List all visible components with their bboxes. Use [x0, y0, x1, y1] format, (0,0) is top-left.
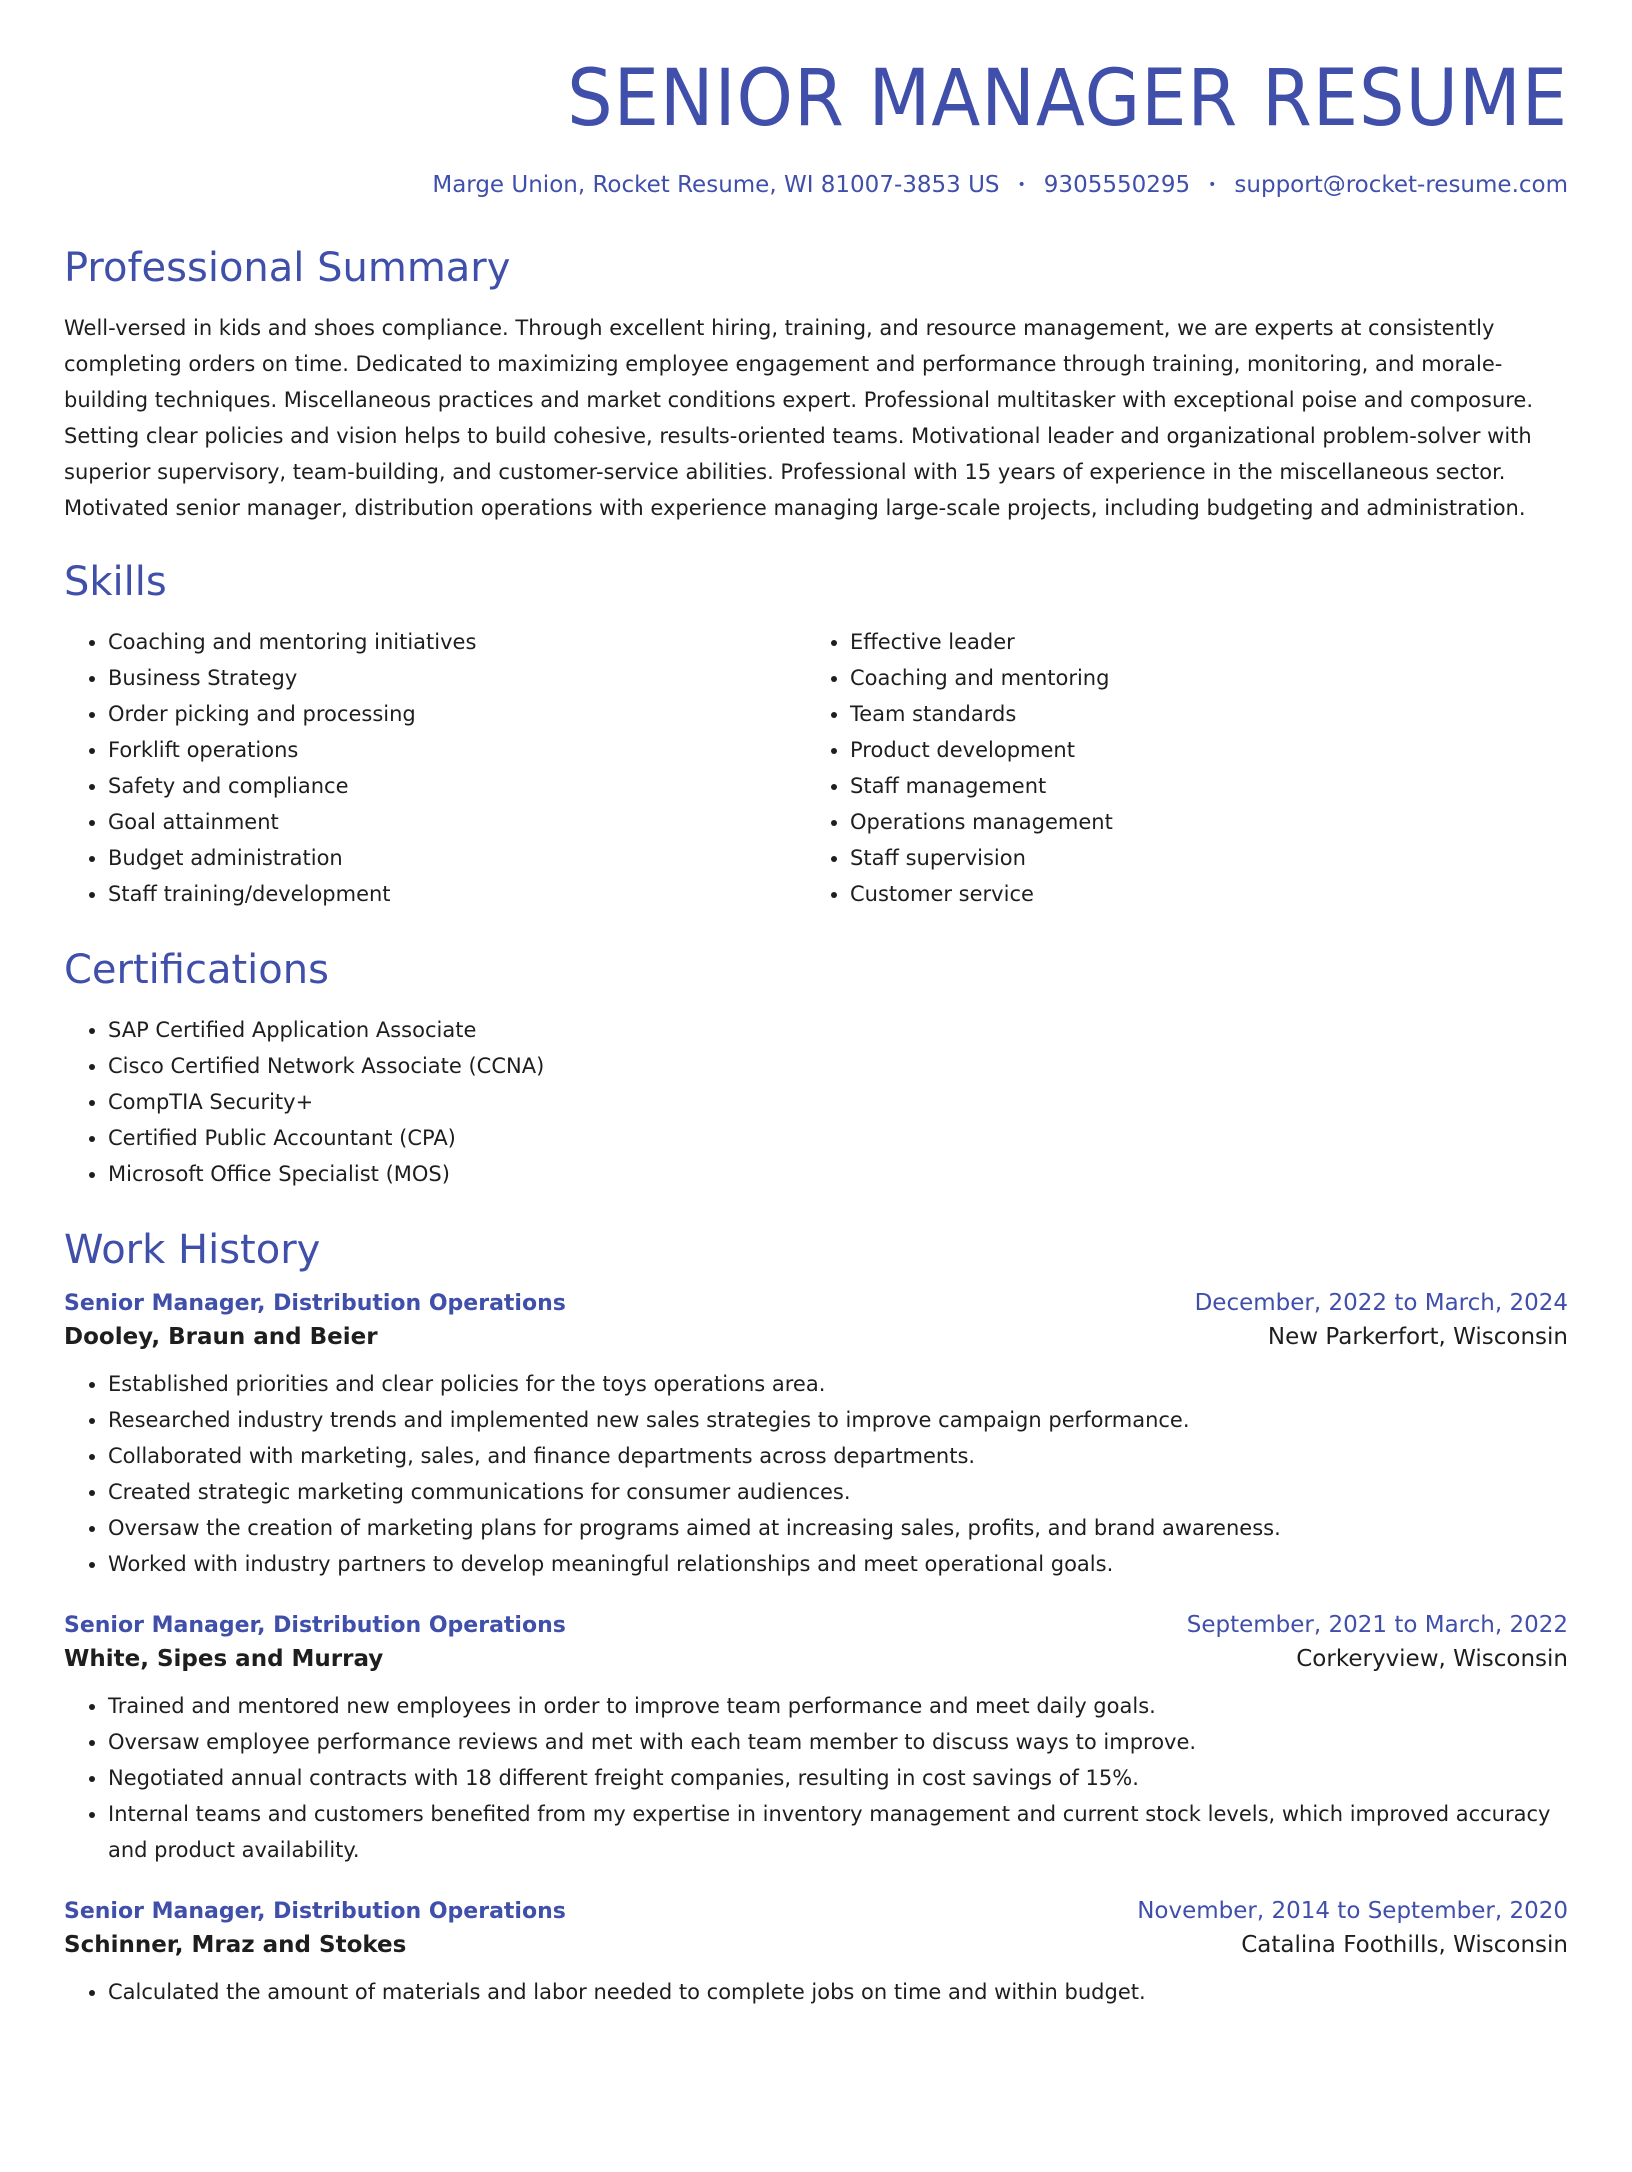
job-header: [64, 1898, 1568, 1924]
skill-item: • Coaching and mentoring initiatives: [108, 624, 806, 660]
contact-address: Marge Union, Rocket Resume, WI 81007-3853 US: [432, 172, 1000, 198]
certification-item: • CompTIA Security+: [108, 1084, 1568, 1120]
section-title-summary: Professional Summary: [64, 245, 511, 291]
job-bullet: • Oversaw employee performance reviews and met with each team member to discuss ways to improve.: [108, 1724, 1568, 1760]
certification-item: • Cisco Certified Network Associate (CCNA): [108, 1048, 1568, 1084]
job-bullet: • Internal teams and customers benefited from my expertise in inventory management and current stock levels, which improved accuracy and product availability.: [108, 1796, 1568, 1868]
section-title-certifications: Certifications: [64, 947, 329, 993]
skill-item: • Goal attainment: [108, 804, 806, 840]
job-entry: [64, 1898, 1568, 2010]
resume-title: SENIOR MANAGER RESUME: [567, 54, 1568, 144]
skill-item: • Budget administration: [108, 840, 806, 876]
job-subheader: [64, 1324, 1568, 1350]
skill-item: • Product development: [850, 732, 1548, 768]
section-title-skills: Skills: [64, 559, 167, 605]
job-header: [64, 1290, 1568, 1316]
skill-item: • Order picking and processing: [108, 696, 806, 732]
section-title-work-history: Work History: [64, 1227, 321, 1273]
job-bullet: • Trained and mentored new employees in order to improve team performance and meet daily goals.: [108, 1688, 1568, 1724]
job-subheader: [64, 1646, 1568, 1672]
job-subheader: [64, 1932, 1568, 1958]
certifications-list: [64, 1012, 1568, 1192]
contact-separator: •: [1017, 177, 1026, 193]
job-title: Senior Manager, Distribution Operations: [64, 1291, 566, 1316]
summary-text: Well-versed in kids and shoes compliance. Through excellent hiring, training, and resource management, we are experts at consistently completing orders on time. Dedicated to maximizing employee engagement and performance through training, monitoring, and morale-building techniques. Miscellaneous practices and market conditions expert. Professional multitasker with exceptional poise and composure. Setting clear policies and vision helps to build cohesive, results-oriented teams. Motivational leader and organizational problem-solver with superior supervisory, team-building, and customer-service abilities. Professional with 15 years of experience in the miscellaneous sector. Motivated senior manager, distribution operations with experience managing large-scale projects, including budgeting and administration.: [64, 316, 1534, 520]
contact-separator: •: [1208, 177, 1217, 193]
job-bullet: • Created strategic marketing communications for consumer audiences.: [108, 1474, 1568, 1510]
job-bullet: • Researched industry trends and implemented new sales strategies to improve campaign performance.: [108, 1402, 1568, 1438]
job-company: Schinner, Mraz and Stokes: [64, 1932, 407, 1958]
resume-page: [0, 54, 1632, 2172]
skills-column-left: [64, 624, 806, 912]
job-bullet: • Calculated the amount of materials and labor needed to complete jobs on time and within budget.: [108, 1974, 1568, 2010]
skills-list-right: [806, 624, 1548, 912]
skill-item: • Safety and compliance: [108, 768, 806, 804]
job-company: White, Sipes and Murray: [64, 1646, 384, 1672]
job-location: Catalina Foothills, Wisconsin: [1241, 1932, 1568, 1958]
skill-item: • Business Strategy: [108, 660, 806, 696]
skill-item: • Effective leader: [850, 624, 1548, 660]
job-dates: December, 2022 to March, 2024: [1194, 1290, 1568, 1316]
job-bullets: [64, 1366, 1568, 1582]
job-location: Corkeryview, Wisconsin: [1296, 1646, 1568, 1672]
contact-email: support@rocket-resume.com: [1234, 172, 1568, 198]
skill-item: • Staff management: [850, 768, 1548, 804]
job-location: New Parkerfort, Wisconsin: [1267, 1324, 1568, 1350]
skill-item: • Customer service: [850, 876, 1548, 912]
skills-column-right: [806, 624, 1548, 912]
job-bullet: • Oversaw the creation of marketing plans for programs aimed at increasing sales, profits, and brand awareness.: [108, 1510, 1568, 1546]
job-header: [64, 1612, 1568, 1638]
job-entry: [64, 1290, 1568, 1582]
certification-item: • Certified Public Accountant (CPA): [108, 1120, 1568, 1156]
job-dates: September, 2021 to March, 2022: [1186, 1612, 1568, 1638]
job-bullets: [64, 1974, 1568, 2010]
skill-item: • Staff training/development: [108, 876, 806, 912]
contact-line: [64, 172, 1568, 198]
job-company: Dooley, Braun and Beier: [64, 1324, 378, 1350]
job-bullet: • Collaborated with marketing, sales, and finance departments across departments.: [108, 1438, 1568, 1474]
certification-item: • Microsoft Office Specialist (MOS): [108, 1156, 1568, 1192]
skill-item: • Operations management: [850, 804, 1548, 840]
skill-item: • Forklift operations: [108, 732, 806, 768]
job-bullet: • Established priorities and clear policies for the toys operations area.: [108, 1366, 1568, 1402]
skills-list-left: [64, 624, 806, 912]
skill-item: • Staff supervision: [850, 840, 1548, 876]
skills-columns: [64, 624, 1568, 912]
job-bullet: • Negotiated annual contracts with 18 different freight companies, resulting in cost savings of 15%.: [108, 1760, 1568, 1796]
skill-item: • Coaching and mentoring: [850, 660, 1548, 696]
job-entry: [64, 1612, 1568, 1868]
job-title: Senior Manager, Distribution Operations: [64, 1899, 566, 1924]
job-title: Senior Manager, Distribution Operations: [64, 1613, 566, 1638]
job-dates: November, 2014 to September, 2020: [1137, 1898, 1568, 1924]
skill-item: • Team standards: [850, 696, 1548, 732]
job-bullet: • Worked with industry partners to develop meaningful relationships and meet operational goals.: [108, 1546, 1568, 1582]
job-bullets: [64, 1688, 1568, 1868]
contact-phone: 9305550295: [1043, 172, 1191, 198]
certification-item: • SAP Certified Application Associate: [108, 1012, 1568, 1048]
